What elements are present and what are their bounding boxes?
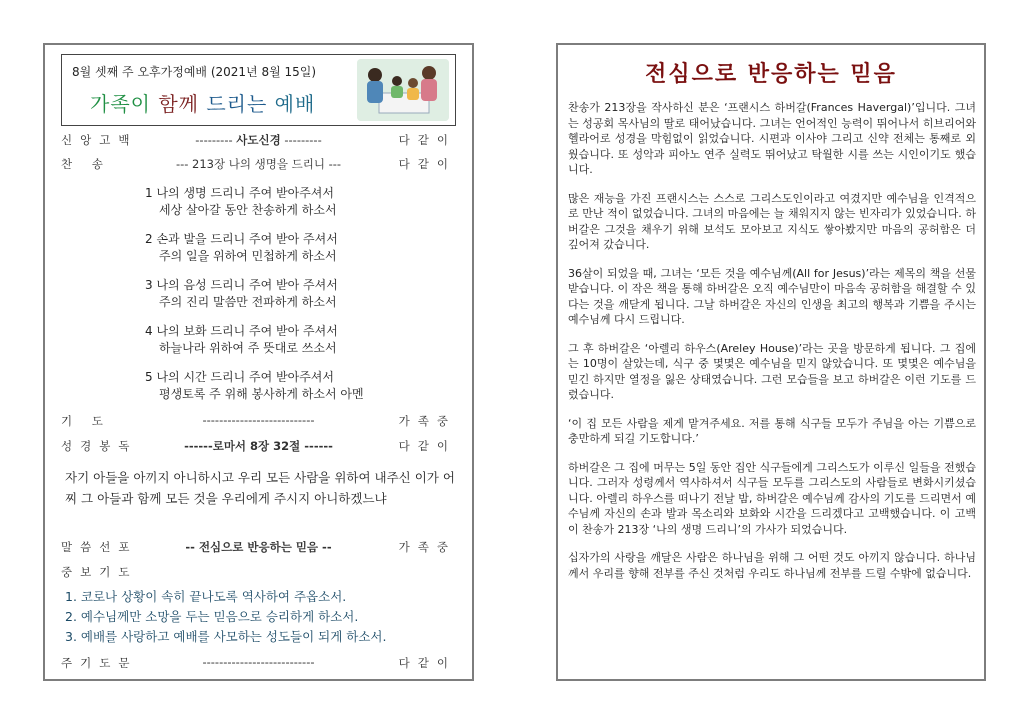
hymn-leader: 다같이 [398,157,456,171]
prayer-item: 1. 코로나 상황이 속히 끝나도록 역사하여 주옵소서. [65,589,347,604]
reading-row [61,438,456,456]
reading-leader: 다같이 [398,439,456,453]
creed-row [61,132,456,150]
verse-line: 3 나의 음성 드리니 주여 받아 주셔서 [145,278,338,292]
sermon-paragraph: 많은 재능을 가진 프랜시스는 스스로 그리스도인이라고 여겼지만 예수님을 인격적으로 만난 적이 없었습니다. 그녀의 마음에는 늘 채워지지 않는 빈자리가 있었습니다. 하버갈은 그것을 채우기 위해 보석도 모아보고 지식도 쌓아봤지만 마음의 공허함은 더 깊어져 갔습니다. [568,191,976,251]
title-word-4: 예배 [274,92,316,116]
reading-label: 성경봉독 [61,439,138,453]
title-word-2: 함께 [158,92,199,116]
verse-line: 2 손과 발을 드리니 주여 받아 주셔서 [145,232,338,246]
sermon-body [568,100,976,594]
intercession-label: 중보기도 [61,565,138,579]
verse-line: 세상 살아갈 동안 찬송하게 하소서 [159,203,337,217]
verse-line: 4 나의 보화 드리니 주여 받아 주셔서 [145,324,338,338]
sermon-label: 말씀선포 [61,540,138,554]
hymn-verse [145,369,364,403]
creed-dashes-right: --------- [284,133,322,147]
hymn-label: 찬 송 [61,157,111,171]
hymn-verse [145,323,364,357]
hymn-verse [145,231,364,265]
lords-prayer-row [61,655,456,673]
header-box [61,54,456,126]
creed-leader: 다같이 [398,133,456,147]
hymn-row [61,156,456,174]
title-word-1: 가족이 [90,92,151,116]
verse-line: 5 나의 시간 드리니 주여 받아주셔서 [145,370,334,384]
lords-prayer-leader: 다같이 [398,656,456,670]
family-illustration [357,59,449,121]
prayer-list [65,587,460,647]
sermon-paragraph: 36살이 되었을 때, 그녀는 ‘모든 것을 예수님께(All for Jesus)’라는 제목의 책을 선물 받습니다. 이 작은 책을 통해 하버갈은 오직 예수님만이 마음속 공허함을 해결할 수 있다는 것을 깨닫게 됩니다. 그날 하버갈은 자신의 인생을 최고의 행복과 기쁨을 주시는 예수님께 다시 드립니다. [568,266,976,326]
sermon-leader: 가족중 [398,540,456,554]
hymn-title: --- 213장 나의 생명을 드리니 --- [175,157,342,171]
title-word-3: 드리는 [206,92,268,116]
lords-prayer-label: 주기도문 [61,656,138,670]
sermon-paragraph: 찬송가 213장을 작사하신 분은 ‘프랜시스 하버갈(Frances Havergal)’입니다. 그녀는 성공회 목사님의 딸로 태어났습니다. 그녀는 언어적인 능력이 뛰어나서 히브리어와 헬라어로 성경을 막힘없이 읽었습니다. 시편과 이사야 그리고 신약 전체는 통째로 외웠습니다. 또 성악과 피아노 연주 실력도 뛰어났고 탁월한 시를 쓰는 시인이기도 했습니다. [568,101,976,176]
verse-line: 주의 진리 말씀만 전파하게 하소서 [159,295,337,309]
sermon-row [61,539,456,557]
lords-prayer-dashes: --------------------------- [202,655,315,669]
prayer-dashes: --------------------------- [202,413,315,427]
reading-reference: ------로마서 8장 32절 ------ [184,439,333,453]
creed-name: 사도신경 [236,133,281,147]
sermon-page-title: 전심으로 반응하는 믿음 [645,62,897,87]
intercession-row [61,564,456,582]
creed-label: 신앙고백 [61,133,138,147]
service-title [90,88,315,117]
prayer-item: 3. 예배를 사랑하고 예배를 사모하는 성도들이 되게 하소서. [65,629,387,644]
verse-line: 주의 일을 위하여 민첩하게 하소서 [159,249,337,263]
sermon-title: -- 전심으로 반응하는 믿음 -- [185,540,332,554]
verse-line: 1 나의 생명 드리니 주여 받아주셔서 [145,186,334,200]
hymn-verse [145,277,364,311]
creed-dashes-left: --------- [195,133,233,147]
prayer-row [61,413,456,431]
prayer-label: 기 도 [61,414,111,428]
sermon-paragraph: 하버갈은 그 집에 머무는 5일 동안 집안 식구들에게 그리스도가 이루신 일들을 전했습니다. 그러자 성령께서 역사하셔서 식구들 모두를 그리스도의 사람들로 변화시키셨습니다. 아렐리 하우스를 떠나기 전날 밤, 하버갈은 예수님께 감사의 기도를 드리면서 예수님께 자신의 손과 발과 목소리와 보화와 시간을 드리겠다고 고백했습니다. 이 고백이 찬송가 213장 ‘나의 생명 드리니’의 가사가 되었습니다. [568,460,976,536]
verse-line: 하늘나라 위하여 주 뜻대로 쓰소서 [159,341,337,355]
sermon-paragraph: ‘이 집 모든 사람을 제게 맡겨주세요. 저를 통해 식구들 모두가 주님을 아는 기쁨으로 충만하게 되길 기도합니다.’ [568,416,976,445]
scripture-text: 자기 아들을 아끼지 아니하시고 우리 모든 사람을 위하여 내주신 이가 어찌 그 아들과 함께 모든 것을 우리에게 주시지 아니하겠느냐 [65,470,455,506]
sermon-paragraph: 그 후 하버갈은 ‘아렐리 하우스(Areley House)’라는 곳을 방문하게 됩니다. 그 집에는 10명이 살았는데, 식구 중 몇몇은 예수님을 믿지 않았습니다. 또 몇몇은 예수님을 믿긴 하지만 열정을 잃은 상태였습니다. 그런 모습들을 보고 하버갈은 이런 기도를 드렸습니다. [568,341,976,401]
sermon-right-page [556,43,986,681]
verse-line: 평생토록 주 위해 봉사하게 하소서 아멘 [159,387,364,401]
hymn-verses [145,185,364,403]
bulletin-left-page [43,43,474,681]
prayer-item: 2. 예수님께만 소망을 두는 믿음으로 승리하게 하소서. [65,609,359,624]
service-date: 8월 셋째 주 오후가정예배 (2021년 8월 15일) [72,65,317,79]
hymn-verse [145,185,364,219]
prayer-leader: 가족중 [398,414,456,428]
sermon-paragraph: 십자가의 사랑을 깨달은 사람은 하나님을 위해 그 어떤 것도 아끼지 않습니다. 하나님께서 우리를 향해 전부를 주신 것처럼 우리도 하나님께 전부를 드릴 수밖에 없습니다. [568,551,976,580]
